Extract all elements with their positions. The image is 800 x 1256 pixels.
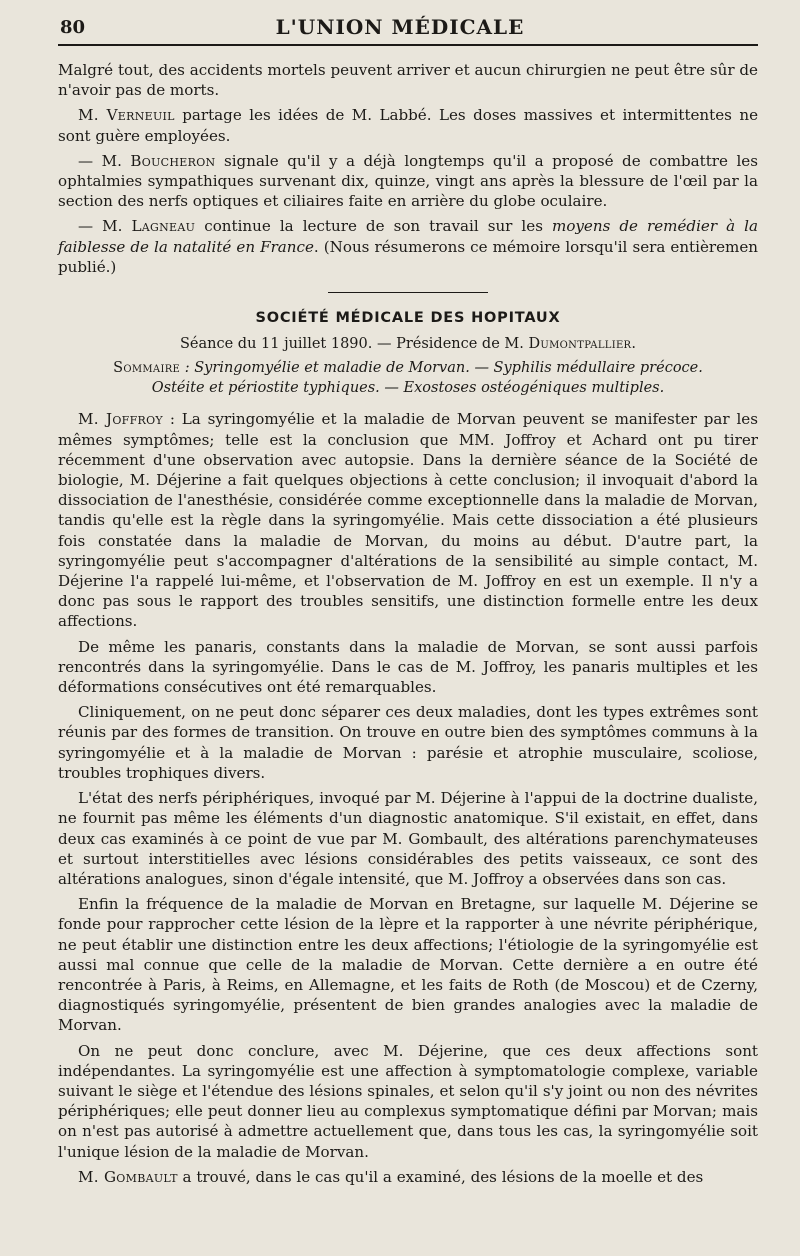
speaker-name: M. Gombault: [78, 1167, 178, 1186]
paragraph-verneuil: [58, 105, 758, 145]
dash-lead: — M.: [78, 217, 132, 236]
running-title: L'UNION MÉDICALE: [275, 15, 525, 39]
seance-line: [58, 334, 758, 354]
paragraph-text: . (Nous résumerons ce mémoire lorsqu'il sera entièremen publié.): [58, 237, 758, 276]
paragraph-malgre: Malgré tout, des accidents mortels peuvent arriver et aucun chirurgien ne peut être sûr de n'avoir pas de morts.: [58, 61, 758, 100]
paragraph-conclusion: On ne peut donc conclure, avec M. Déjerine, que ces deux affections sont indépendantes. La syringomyélie est une affection à symptomatologie complexe, variable suivant le siège et l'étendue des lésions spinales, et selon qu'il s'y joint ou non des névrites périphériques; elle peut donner lieu au complexus symptomatique défini par Morvan; mais on n'est pas autorisé à admettre actuellement que, dans tous les cas, la syringomyélie soit l'unique lésion de la maladie de Morvan.: [58, 1041, 758, 1161]
work-title: moyens de remédier à la faiblesse de la natalité en France: [58, 217, 758, 256]
paragraph-text: a trouvé, dans le cas qu'il a examiné, des lésions de la moelle et des: [177, 1167, 704, 1186]
seance-end: .: [631, 336, 636, 353]
sommaire: [58, 358, 758, 398]
society-heading: SOCIÉTÉ MÉDICALE DES HOPITAUX: [255, 310, 561, 327]
paragraph-bretagne: Enfin la fréquence de la maladie de Morvan en Bretagne, sur laquelle M. Déjerine se fonde pour rapprocher cette lésion de la lèpre et la rapporter à une névrite périphérique, ne peut établir une distinction entre les deux affections; l'étiologie de la syringomyélie est aussi mal connue que celle de la maladie de Morvan. Cette dernière a en outre été rencontrée à Paris, à Reims, en Allemagne, et les faits de Roth (de Moscou) et de Czerny, diagnostiqués syringomyélie, présentent de bien grandes analogies avec la maladie de Morvan.: [58, 895, 758, 1035]
page-number: 80: [60, 17, 86, 38]
speaker-name: M. Joffroy: [78, 410, 163, 429]
sommaire-label: Sommaire: [113, 360, 181, 377]
speaker-name: M. Verneuil: [78, 106, 175, 125]
paragraph-boucheron: [58, 151, 758, 212]
paragraph-text: : La syringomyélie et la maladie de Morvan peuvent se manifester par les mêmes symptômes; telle est la conclusion que MM. Joffroy et Achard ont pu tirer récemment d'une observation avec autopsie. Dans la dernière séance de la Société de biologie, M. Déjerine a fait quelques objections à cette conclusion; il invoquait d'abord la dissociation de l'anesthésie, considérée comme exceptionnelle dans la maladie de Morvan, tandis qu'elle est la règle dans la syringomyélie. Mais cette dissociation a été plusieurs fois constatée dans la maladie de Morvan, du moins au début. D'autre part, la syringomyélie peut s'accompagner d'altérations de la sensibilité au simple contact, M. Déjerine l'a rappelé lui-même, et l'observation de M. Joffroy en est un exemple. Il n'y a donc pas sous le rapport des troubles sensitifs, une distinction formelle entre les deux affections.: [58, 410, 758, 631]
paragraph-lagneau: [58, 216, 758, 277]
paragraph-joffroy: [58, 409, 758, 631]
section-separator: [328, 292, 488, 293]
paragraph-text: signale qu'il y a déjà longtemps qu'il a proposé de combattre les ophtalmies sympathiques survenant dix, quinze, vingt ans après la blessure de l'œil par la section des nerfs optiques et ciliaires faite en arrière du globe oculaire.: [58, 151, 758, 211]
paragraph-text: continue la lecture de son travail sur les: [195, 217, 552, 236]
paragraph-panaris: De même les panaris, constants dans la maladie de Morvan, se sont aussi parfois rencontrés dans la syringomyélie. Dans le cas de M. Joffroy, les panaris multiples et les déformations consécutives ont été remarquables.: [58, 637, 758, 697]
header-rule: [58, 44, 758, 46]
speaker-name: Boucheron: [130, 151, 216, 170]
sommaire-line-2: Ostéite et périostite typhiques. — Exostoses ostéogéniques multiples.: [151, 380, 665, 397]
paragraph-gombault: [58, 1167, 758, 1187]
dash-lead: — M.: [78, 151, 131, 170]
sommaire-line-1: : Syringomyélie et maladie de Morvan. — Syphilis médullaire précoce.: [180, 360, 703, 377]
president-name: Dumontpallier: [528, 336, 632, 353]
article-body: [58, 60, 758, 1192]
paragraph-nerfs: L'état des nerfs périphériques, invoqué par M. Déjerine à l'appui de la doctrine dualiste, ne fournit pas même les éléments d'un diagnostic anatomique. S'il existait, en effet, dans deux cas examinés à ce point de vue par M. Gombault, des altérations parenchymateuses et surtout interstitielles avec lésions considérables des petits vaisseaux, ce sont des altérations analogues, sinon d'égale intensité, que M. Joffroy a observées dans son cas.: [58, 789, 758, 888]
paragraph-cliniquement: Cliniquement, on ne peut donc séparer ces deux maladies, dont les types extrêmes sont réunis par des formes de transition. On trouve en outre bien des symptômes communs à la syringomyélie et à la maladie de Morvan : parésie et atrophie musculaire, scoliose, troubles trophiques divers.: [58, 703, 758, 782]
seance-text: Séance du 11 juillet 1890. — Présidence de M.: [179, 336, 529, 353]
paragraph-text: partage les idées de M. Labbé. Les doses massives et intermittentes ne sont guère employées.: [58, 106, 759, 145]
speaker-name: Lagneau: [131, 217, 196, 236]
page-header: [0, 0, 800, 56]
